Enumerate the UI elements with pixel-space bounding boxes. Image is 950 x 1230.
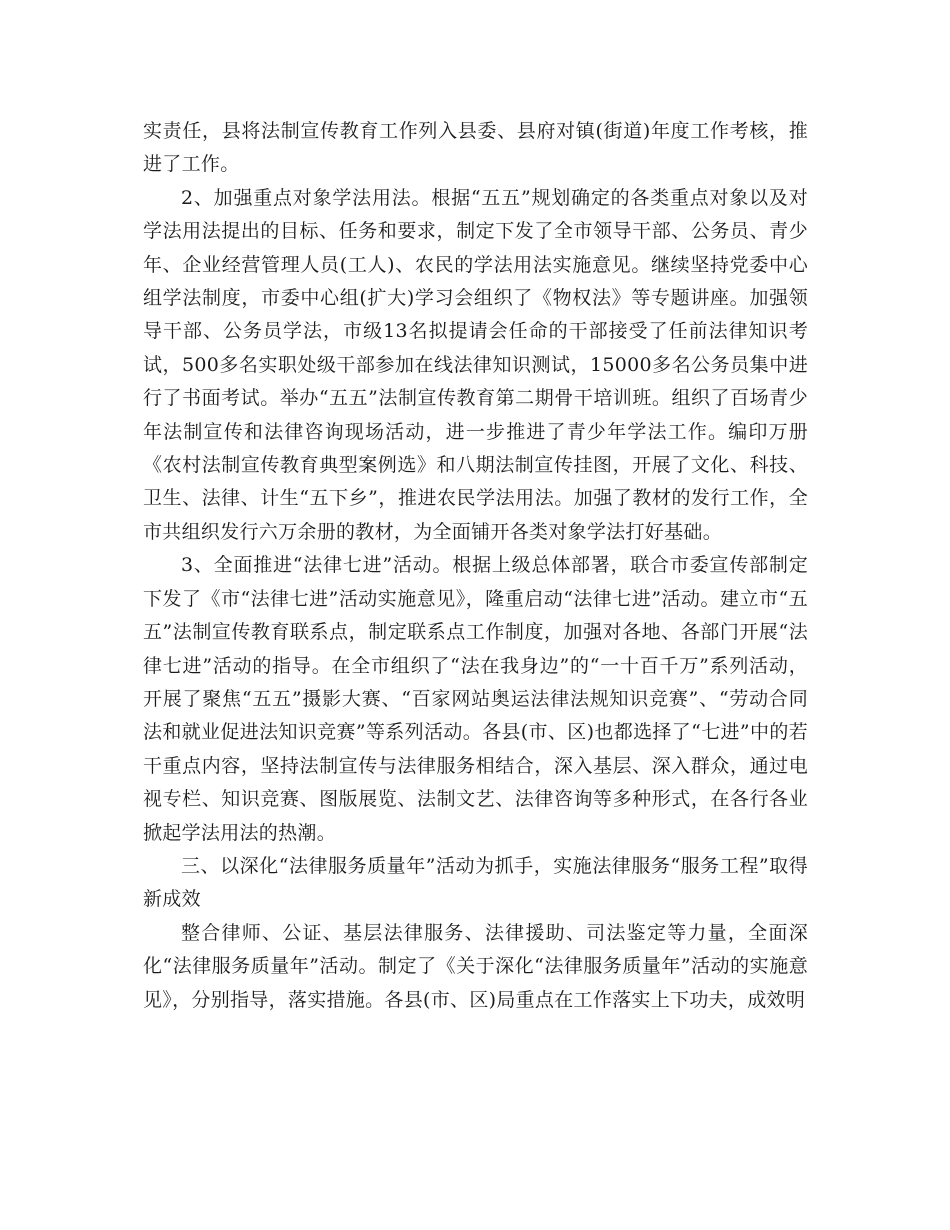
paragraph-1: 实责任，县将法制宣传教育工作列入县委、县府对镇(街道)年度工作考核，推进了工作。: [143, 120, 808, 176]
paragraph-2: 2、加强重点对象学法用法。根据“五五”规划确定的各类重点对象以及对学法用法提出的目标、任务和要求，制定下发了全市领导干部、公务员、青少年、企业经营管理人员(工人)、农民的学法用法实施意见。继续坚持党委中心组学法制度，市委中心组(扩大)学习会组织了《物权法》等专题讲座。加强领导干部、公务员学法，市级13名拟提请会任命的干部接受了任前法律知识考试，500多名实职处级干部参加在线法律知识测试，15000多名公务员集中进行了书面考试。举办“五五”法制宣传教育第二期骨干培训班。组织了百场青少年法制宣传和法律咨询现场活动，进一步推进了青少年学法工作。编印万册《农村法制宣传教育典型案例选》和八期法制宣传挂图，开展了文化、科技、卫生、法律、计生“五下乡”，推进农民学法用法。加强了教材的发行工作，全市共组织发行六万余册的教材，为全面铺开各类对象学法打好基础。: [143, 186, 808, 543]
document-page: [143, 115, 808, 1017]
section-heading: 三、以深化“法律服务质量年”活动为抓手，实施法律服务“服务工程”取得新成效: [143, 854, 808, 911]
paragraph-3: 3、全面推进“法律七进”活动。根据上级总体部署，联合市委宣传部制定下发了《市“法律七进”活动实施意见》，隆重启动“法律七进”活动。建立市“五五”法制宣传教育联系点，制定联系点工作制度，加强对各地、各部门开展“法律七进”活动的指导。在全市组织了“法在我身边”的“一十百千万”系列活动，开展了聚焦“五五”摄影大赛、“百家网站奥运法律法规知识竞赛”、“劳动合同法和就业促进法知识竞赛”等系列活动。各县(市、区)也都选择了“七进”中的若干重点内容，坚持法制宣传与法律服务相结合，深入基层、深入群众，通过电视专栏、知识竞赛、图版展览、法制文艺、法律咨询等多种形式，在各行各业掀起学法用法的热潮。: [143, 554, 808, 844]
paragraph-4: 整合律师、公证、基层法律服务、法律援助、司法鉴定等力量，全面深化“法律服务质量年”活动。制定了《关于深化“法律服务质量年”活动的实施意见》，分别指导，落实措施。各县(市、区)局重点在工作落实上下功夫，成效明: [143, 921, 808, 1011]
